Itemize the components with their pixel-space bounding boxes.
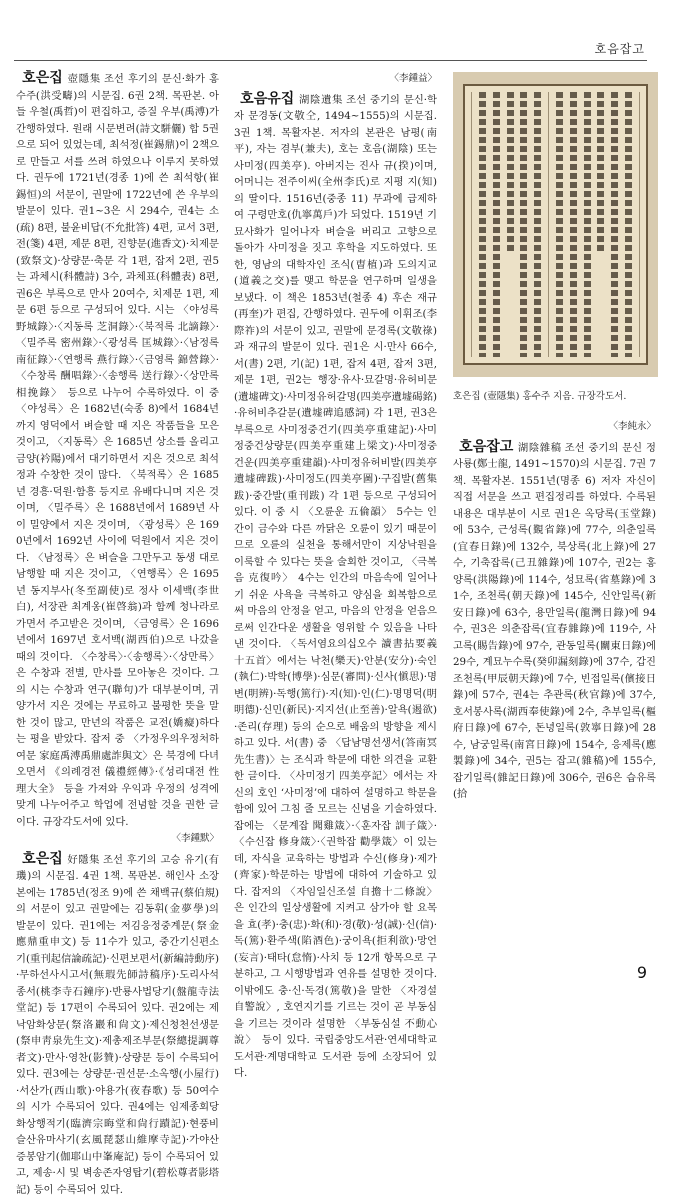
figure-caption: 호은집 (壺隱集) 홍수주 지음. 규장각도서. <box>453 388 658 402</box>
entry-body: 조선 중기의 문신 정사룡(鄭士龍, 1491~1570)의 시문집. 7권 7책. 목활자본. 1551년(명종 6) 저자 자신이 직접 서문을 쓰고 편집정리를 하였다. 수록된 내용은 대부분이 시로 권1은 옥당록(玉堂錄)에 53수, 근성록(覲省錄)에 77수, 의춘일록(宜春日錄)에 132수, 북상록(北上錄)에 27수, 기축잡록(己丑雜錄)에 107수, 권2는 홍양록(洪陽錄)에 114수, 성묘록(省墓錄)에 31수, 조천록(朝天錄)에 145수, 신안일록(新安日錄)에 63수, 용만일록(龍灣日錄)에 94수, 권3은 의춘잡록(宜春雜錄)에 119수, 사고록(賜告錄)에 97수, 관동일록(關東日錄)에 29수, 계묘누수록(癸卯漏刻錄)에 37수, 갑진조천록(甲辰朝天錄)에 7수, 빈접일록(儐接日錄)에 57수, 권4는 추관록(秋官錄)에 37수, 호서봉사록(湖西奉使錄)에 2수, 추부일록(樞府日錄)에 67수, 돈녕일록(敦寧日錄)에 28수, 남궁일록(南宮日錄)에 154수, 응제록(應製錄)에 34수, 권5는 잡고(雜稿)에 155수, 잡기일록(雜記日錄)에 306수, 권6은 습유록(拾 <box>453 442 656 801</box>
entry-hoeumjapgo <box>453 439 656 803</box>
entry-body: 조선 후기의 문신·화가 홍수주(洪受疇)의 시문집. 6권 2책. 목판본. 아들 우철(禹哲)이 편집하고, 증질 우부(禹溥)가 간행하였다. 원래 시문변려(詩文駢儷) 합 5권으로 되어 있었는데, 최석정(崔錫鼎)이 2책으로 만들고 서를 쓰려 하였으나 이루지 못하였다. 권두에 1721년(경종 1)에 쓴 최석항(崔錫恒)의 서문이, 권말에 1722년에 쓴 우부의 발문이 있다. 권1~3은 시 294수, 권4는 소(疏) 8편, 불윤비답(不允批答) 4편, 교서 3편, 전(箋) 4편, 제문 8편, 진향문(進香文)·치제문(致祭文)·상량문·축문 각 1편, 잡저 2편, 권5는 과체시(科體詩) 3수, 과체표(科體表) 8편, 권6은 부록으로 만사 20여수, 치제문 1편, 제문 6편 등으로 구성되어 있다. 시는 〈야성록 野城錄〉·〈지동록 芝洞錄〉·〈북적록 北謫錄〉·〈밀주록 密州錄〉·〈광성록 匡城錄〉·〈남정록 南征錄〉·〈연행록 燕行錄〉·〈금영록 錦營錄〉·〈수창록 酬唱錄〉·〈송행록 送行錄〉·〈상만록 相挽錄〉 등으로 나누어 수록하였다. 이 중 〈야성록〉은 1682년(숙종 8)에서 1684년까지 영덕에서 벼슬할 때 지은 작품들을 모은 것이고, 〈지동록〉은 1685년 상소를 올리고 금양(衿陽)에서 대기하면서 지은 것으로 최석정과 수창한 것이 많다. 〈북적록〉은 1685년 경흥·덕원·함흥 등지로 유배다니며 지은 것이며, 〈밀주록〉은 1688년에서 1689년 사이 밀양에서 지은 것이며, 〈광성록〉은 1690년에서 1692년 사이에 덕원에서 지은 것이다. 〈남정록〉은 벼슬을 그만두고 동생 대로 남행할 때 지은 것이고, 〈연행록〉은 1695년 동지부사(冬至副使)로 정사 이세백(李世白), 서장관 최계옹(崔啓翁)과 함께 청나라로 가면서 주고받은 것이며, 〈금영록〉은 1696년에서 1697년 호서백(湖西伯)으로 나갔을 때의 것이다. 〈수창록〉·〈송행록〉·〈상만록〉은 수창과 전별, 만사를 모아놓은 것이다. 그의 시는 수창과 연구(聯句)가 대부분이며, 귀양가서 지은 것에는 무료하고 불평한 뜻을 말한 것이 많고, 만년의 작품은 교전(嬌癡)하다는 평을 받았다. 잡저 중 〈가정우의우정처하여문 家庭禹溥禹鼎處詐與文〉은 북경에 다녀오면서 《의례경전 儀禮經傳》·《성리대전 性理大全》 등을 가져와 우익과 우정의 성격에 맞게 나누어주고 학업에 전념할 것을 권한 글이다. 규장각도서에 있다. <box>16 73 219 828</box>
woodblock-page-image <box>463 84 648 365</box>
headword-hanja: 好隱集 <box>67 854 100 866</box>
text-column-1 <box>16 70 219 970</box>
entry-author: 〈李鍾益〉 <box>234 71 437 88</box>
headword: 호은집 <box>22 851 63 867</box>
entry-body: 조선 후기의 고승 유기(有璣)의 시문집. 4권 1책. 목판본. 해인사 소장본에는 1785년(정조 9)에 쓴 채백규(蔡伯規)의 서문이 있고 권말에는 김동휘(金夢學)의 발문이 있다. 권1에는 저김응정중계문(祭金應鼎重申文) 등 11수가 있고, 중간기신편소기(重刊起信論疏記)·신편보편서(新編詩動序)·무하선사시고서(無瑕先師詩稿序)·도리사석종서(桃李寺石鐘序)·반룡사법당기(盤龍寺法堂記) 등 17편이 수록되어 있다. 권2에는 제낙암화상문(祭洛巖和尙文)·제신청천선생문(祭申靑泉先生文)·제총제조부문(祭總提調尊者文)·만사·영찬(影贊)·상량문 등이 수록되어 있다. 권3에는 상량문·권선문·소옥행(小屋行)·서산가(西山歌)·야용가(夜春歌) 등 50여수의 시가 수록되어 있다. 권4에는 임제종회당화상행적기(臨濟宗晦堂和尙行蹟記)·현풍비슬산유마사기(玄風琵瑟山維摩寺記)·가야산증봉암기(伽耶山中峯庵記) 등이 수록되어 있고, 제송·시 및 벽송존자영탑기(碧松尊者影塔記) 등이 수록되어 있다. <box>16 854 219 1196</box>
headword: 호음잡고 <box>459 439 513 455</box>
running-head: 호음잡고 <box>595 40 645 57</box>
entry-hoeunjip-1 <box>16 70 219 848</box>
page-number: 9 <box>637 963 647 982</box>
headword: 호은집 <box>22 70 63 86</box>
headword-hanja: 湖陰雜稿 <box>517 442 561 454</box>
entry-body: 조선 중기의 문신·학자 문경동(文敬仝, 1494~1555)의 시문집. 3권 1책. 목활자본. 저자의 본관은 남평(南平), 자는 겸부(兼夫), 호는 호음(湖陰) 또는 사미정(四美亭). 아버지는 진사 규(揆)이며, 어머니는 전주이씨(全州李氏)로 지평 지(知)의 딸이다. 1516년(중종 11) 무과에 급제하여 구령만호(仇寧萬戶)가 되었다. 1519년 기묘사화가 일어나자 벼슬을 버리고 고향으로 돌아가 사미정을 짓고 후학을 지도하였다. 또한, 영남의 대학자인 조식(曺植)과 도의지교(道義之交)를 맺고 학문을 연구하며 일생을 보냈다. 이 책은 1853년(철종 4) 후손 재규(再奎)가 편집, 간행하였다. 권두에 이휘조(李際祚)의 서문이 있고, 권말에 문경록(文敬祿)과 재규의 발문이 있다. 권1은 시·만사 66수, 서(書) 2편, 기(記) 1편, 잡저 4편, 잡저 3편, 제문 1편, 권2는 행장·유사·묘갈명·유허비문(遺墟碑文)·사미정유허갈명(四美亭遺墟碣銘)·유허비추갈문(遺墟碑追感詞) 각 1편, 권3은 부록으로 사미정중건기(四美亭重建記)·사미정중건상량문(四美亭重建上梁文)·사미정중건운(四美亭重建韻)·사미정유허비발(四美亭遺墟碑跋)·사미정도(四美亭圖)·구집발(舊集跋)·중간발(重刊跋) 각 1편 등으로 구성되어 있다. 이 중 시 〈오륜운 五倫韻〉 5수는 인간이 금수와 다른 까닭은 오륜이 있기 때문이므로 오륜의 실천을 통해서만이 지상낙원을 이룩할 수 있다는 뜻을 술회한 것이고, 〈극복음 克復吟〉 4수는 인간의 마음속에 일어나기 쉬운 사욕을 극복하고 양심을 회복함으로써 마음의 안정을 얻고, 마음의 안정을 얻음으로써 인간다운 생활을 영위할 수 있음을 나타낸 것이다. 〈독서염요의십오수 讀書拈要義十五首〉에서는 낙천(樂天)·안분(安分)·숙인(執仁)·박학(博學)·심문(審問)·신사(愼思)·명변(明辨)·독행(篤行)·지(知)·인(仁)·명명덕(明明德)·신민(新民)·지지선(止至善)·알욕(遏欲)·존리(存理) 등의 순으로 배움의 방향을 제시하고 있다. 서(書) 중 〈답남명선생서(答南冥先生書)〉는 조식과 학문에 대한 의견을 교환한 글이다. 〈사미정기 四美亭記〉에서는 자신의 호인 ‘사미정’에 대하여 설명하고 학문을 함에 있어 그침 줄 모르는 신념을 기술하였다. 잡에는 〈문계잡 聞雞箴〉·〈훈자잡 訓子箴〉·〈수신잡 修身箴〉·〈권학잡 勸學箴〉이 있는데, 자식을 교육하는 방법과 수신(修身)·제가(齊家)·학문하는 방법에 대하여 기술하고 있다. 잡저의 〈자임일신조설 自擔十二條說〉은 인간의 일상생활에 지켜고 삼가야 할 요목을 효(孝)·충(忠)·화(和)·경(敬)·성(誠)·신(信)·독(篤)·환주색(陷酒色)·궁이욕(拒利欲)·망언(妄言)·태타(怠惰)·사치 등 12개 항목으로 구분하고, 그 시행방법과 연유를 설명한 것이다. 이밖에도 충·신·독경(篤敬)을 말한 〈자경설 自警說〉, 호연지기를 기르는 것이 곧 부동심을 기르는 것이라 설명한 〈부동심설 不動心說〉 등이 있다. 국립중앙도서관·연세대학교 도서관·계명대학교 도서관 등에 소장되어 있다. <box>234 94 437 1080</box>
header-rule <box>14 60 647 61</box>
book-photo <box>453 72 658 377</box>
entry-hoeunjip-2 <box>16 851 219 1198</box>
text-column-2 <box>234 70 437 970</box>
headword-hanja: 壺隱集 <box>67 73 101 85</box>
text-column-3 <box>453 418 656 978</box>
headword-hanja: 湖陰遺集 <box>298 94 343 106</box>
entry-hoeumyujip <box>234 91 437 1082</box>
entry-author: 〈李純永〉 <box>453 419 656 436</box>
entry-author: 〈李鍾默〉 <box>16 831 219 848</box>
headword: 호음유집 <box>240 91 294 107</box>
